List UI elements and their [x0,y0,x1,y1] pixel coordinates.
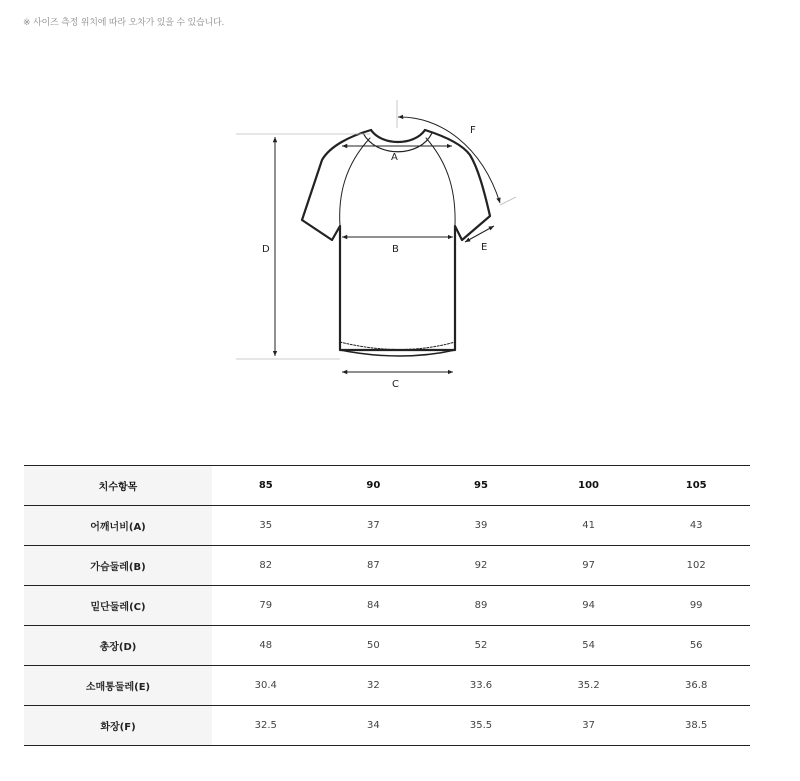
label-d: D [262,244,270,255]
table-cell: 92 [427,546,535,586]
table-cell: 32 [320,666,428,706]
label-a: A [391,152,398,163]
row-label: 밑단둘레(C) [24,586,212,626]
table-cell: 33.6 [427,666,535,706]
row-label: 어깨너비(A) [24,506,212,546]
table-cell: 35.2 [535,666,643,706]
header-cell: 100 [535,466,643,506]
table-cell: 79 [212,586,320,626]
table-cell: 36.8 [642,666,750,706]
table-row [24,506,750,546]
table-cell: 87 [320,546,428,586]
table-row [24,546,750,586]
header-cell: 90 [320,466,428,506]
table-cell: 41 [535,506,643,546]
table-cell: 52 [427,626,535,666]
row-label: 가슴둘레(B) [24,546,212,586]
tshirt-outline [302,130,490,356]
table-cell: 50 [320,626,428,666]
label-e: E [481,242,488,253]
size-table-header [24,466,750,506]
table-cell: 38.5 [642,706,750,746]
table-cell: 89 [427,586,535,626]
label-b: B [392,244,399,255]
table-cell: 39 [427,506,535,546]
row-label: 총장(D) [24,626,212,666]
header-cell: 85 [212,466,320,506]
header-cell: 치수항목 [24,466,212,506]
arrow-f [398,117,500,203]
table-cell: 102 [642,546,750,586]
label-c: C [392,379,399,390]
table-cell: 56 [642,626,750,666]
table-row [24,626,750,666]
table-row [24,706,750,746]
table-cell: 48 [212,626,320,666]
header-cell: 105 [642,466,750,506]
table-cell: 30.4 [212,666,320,706]
table-cell: 84 [320,586,428,626]
table-cell: 37 [320,506,428,546]
table-cell: 99 [642,586,750,626]
table-row [24,666,750,706]
table-cell: 97 [535,546,643,586]
label-f: F [470,125,476,136]
table-cell: 35.5 [427,706,535,746]
measurement-note: ※ 사이즈 측정 위치에 따라 오차가 있을 수 있습니다. [23,18,225,28]
table-cell: 34 [320,706,428,746]
size-table [24,465,750,746]
row-label: 소매통둘레(E) [24,666,212,706]
table-row [24,586,750,626]
table-cell: 43 [642,506,750,546]
row-label: 화장(F) [24,706,212,746]
header-cell: 95 [427,466,535,506]
table-cell: 82 [212,546,320,586]
table-cell: 37 [535,706,643,746]
table-cell: 94 [535,586,643,626]
table-cell: 35 [212,506,320,546]
table-cell: 54 [535,626,643,666]
table-cell: 32.5 [212,706,320,746]
